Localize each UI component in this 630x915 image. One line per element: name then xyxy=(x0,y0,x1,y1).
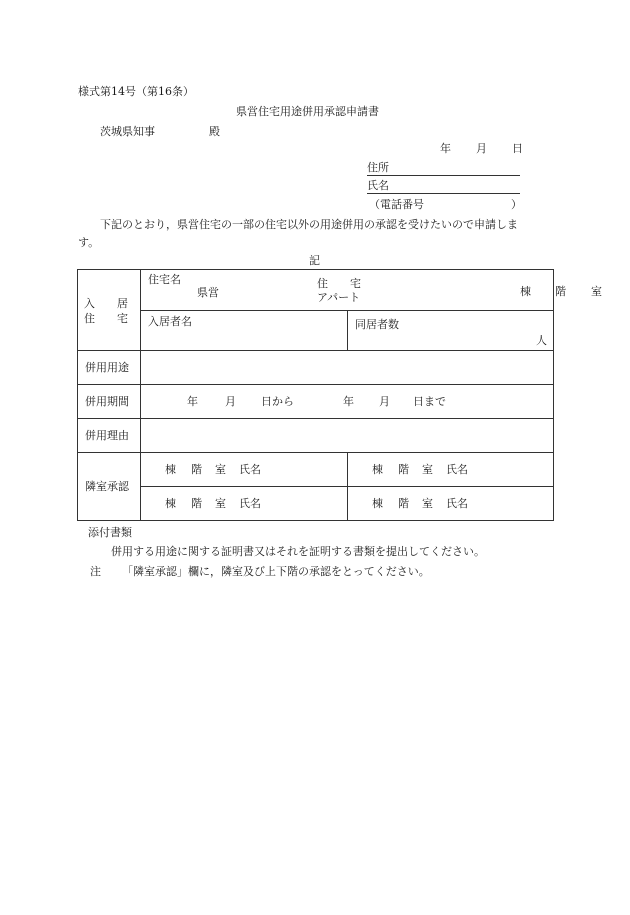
housing-type-2: アパート xyxy=(317,291,361,304)
neighbor-floor: 階 xyxy=(398,497,409,510)
use-header-cell xyxy=(78,351,141,385)
date-month-label: 月 xyxy=(476,142,487,155)
use-value-cell[interactable] xyxy=(141,351,554,385)
period-header-cell xyxy=(78,385,141,419)
neighbor-name: 氏名 xyxy=(239,497,261,510)
neighbor-room: 室 xyxy=(422,497,433,510)
date-day-label: 日 xyxy=(512,142,523,155)
neighbor-label: 隣室承認 xyxy=(85,480,129,493)
attachments-label: 添付書類 xyxy=(88,526,132,539)
neighbor-entry-cell[interactable] xyxy=(348,487,554,521)
housing-name-label: 住宅名 xyxy=(148,273,181,286)
neighbor-floor: 階 xyxy=(191,497,202,510)
resident-name-cell[interactable] xyxy=(141,311,348,351)
residence-label-2: 住 宅 xyxy=(84,312,128,325)
neighbor-room: 室 xyxy=(422,463,433,476)
period-label: 併用期間 xyxy=(85,395,129,408)
cohabitants-cell[interactable] xyxy=(348,311,554,351)
note-text: 「隣室承認」欄に，隣室及び上下階の承認をとってください。 xyxy=(122,565,430,578)
neighbor-name: 氏名 xyxy=(446,463,468,476)
persons-label: 人 xyxy=(536,334,547,347)
neighbor-entry-cell[interactable] xyxy=(348,453,554,487)
phone-label: （電話番号 xyxy=(369,198,424,211)
reason-value-cell[interactable] xyxy=(141,419,554,453)
period-value-cell[interactable] xyxy=(141,385,554,419)
application-table xyxy=(77,269,602,521)
neighbor-name: 氏名 xyxy=(239,463,261,476)
address-field-line[interactable] xyxy=(367,175,520,176)
address-label: 住所 xyxy=(367,161,389,174)
neighbor-header-cell xyxy=(78,453,141,521)
room-label: 室 xyxy=(591,285,602,298)
reason-label: 併用理由 xyxy=(85,429,129,442)
neighbor-entry-cell[interactable] xyxy=(141,453,348,487)
housing-name-cell[interactable] xyxy=(141,270,602,311)
neighbor-name: 氏名 xyxy=(446,497,468,510)
intro-line-2: す。 xyxy=(78,236,100,249)
attachments-text: 併用する用途に関する証明書又はそれを証明する書類を提出してください。 xyxy=(111,545,485,558)
neighbor-entry-cell[interactable] xyxy=(141,487,348,521)
name-field-line[interactable] xyxy=(367,193,520,194)
prefectural-label: 県営 xyxy=(197,286,219,299)
neighbor-building: 棟 xyxy=(372,497,383,510)
neighbor-floor: 階 xyxy=(398,463,409,476)
period-year-1: 年 xyxy=(187,395,198,408)
form-title: 県営住宅用途併用承認申請書 xyxy=(236,105,379,118)
neighbor-floor: 階 xyxy=(191,463,202,476)
period-from: 日から xyxy=(261,395,294,408)
building-label: 棟 xyxy=(520,285,531,298)
form-number: 様式第14号（第16条） xyxy=(78,85,194,98)
period-month-2: 月 xyxy=(379,395,390,408)
intro-line-1: 下記のとおり，県営住宅の一部の住宅以外の用途併用の承認を受けたいので申請しま xyxy=(100,218,518,231)
period-year-2: 年 xyxy=(343,395,354,408)
resident-name-label: 入居者名 xyxy=(148,315,192,328)
residence-label-1: 入 居 xyxy=(84,297,128,310)
neighbor-room: 室 xyxy=(215,463,226,476)
residence-header-cell xyxy=(78,270,141,351)
neighbor-building: 棟 xyxy=(372,463,383,476)
date-year-label: 年 xyxy=(440,142,451,155)
addressee: 茨城県知事 xyxy=(100,125,155,138)
phone-close: ） xyxy=(511,198,522,211)
ki-label: 記 xyxy=(309,254,320,267)
period-until: 日まで xyxy=(413,395,446,408)
period-month-1: 月 xyxy=(225,395,236,408)
name-label: 氏名 xyxy=(367,179,389,192)
honorific: 殿 xyxy=(209,125,220,138)
reason-header-cell xyxy=(78,419,141,453)
floor-label: 階 xyxy=(555,285,566,298)
neighbor-building: 棟 xyxy=(165,463,176,476)
neighbor-room: 室 xyxy=(215,497,226,510)
housing-type-1: 住 宅 xyxy=(317,277,361,290)
use-label: 併用用途 xyxy=(85,361,129,374)
neighbor-building: 棟 xyxy=(165,497,176,510)
cohabitants-label: 同居者数 xyxy=(355,318,399,331)
note-label: 注 xyxy=(90,565,101,578)
